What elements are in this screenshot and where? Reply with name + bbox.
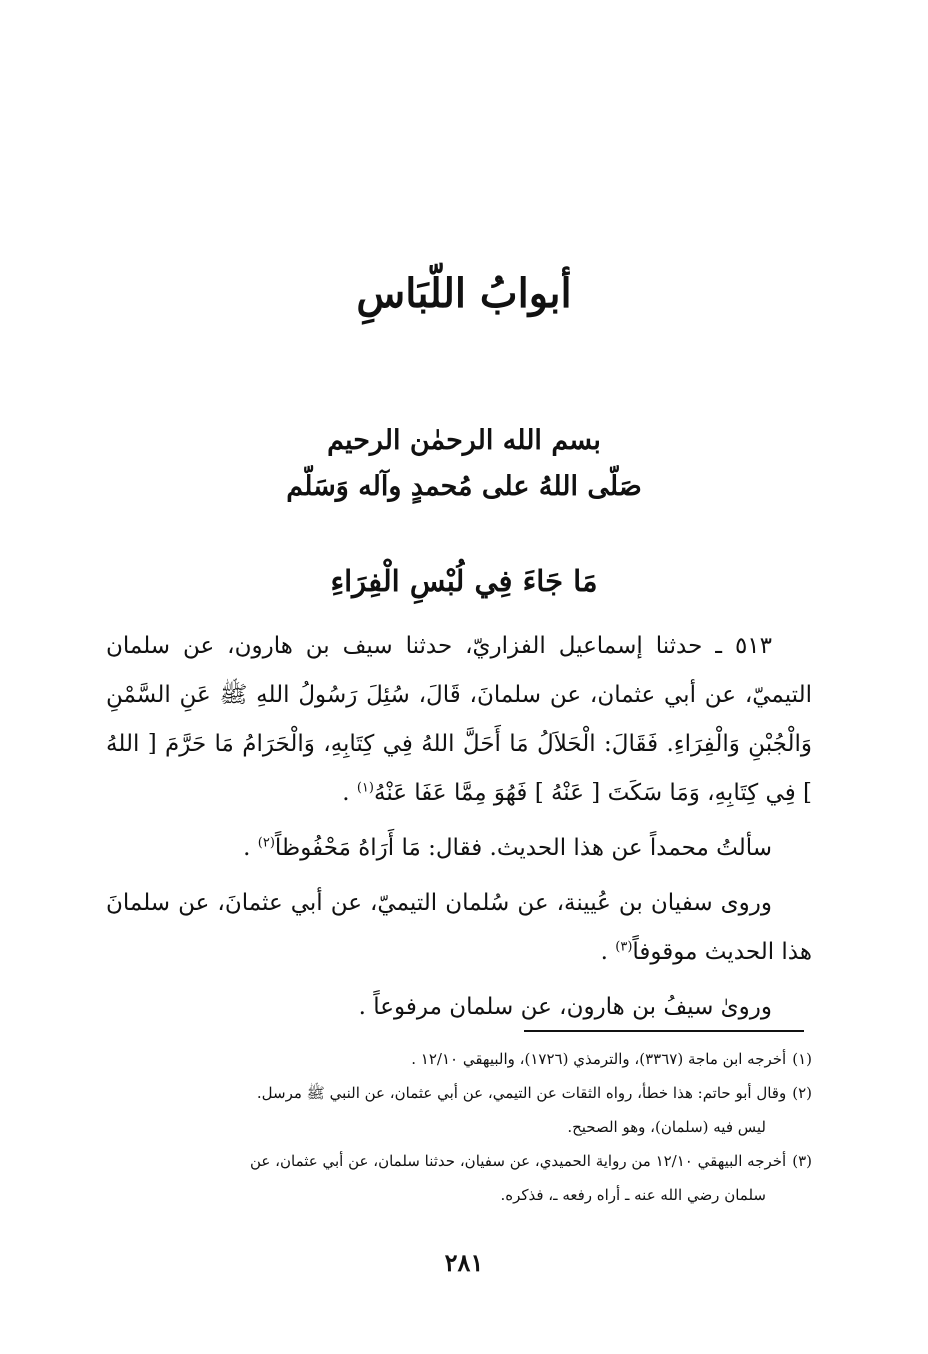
footnote-text-2: وقال أبو حاتم: هذا خطأ، رواه الثقات عن التيمي، عن أبي عثمان، عن النبي ﷺ مرسل. <box>256 1084 787 1102</box>
footnote-ref-1: (١) <box>356 780 374 796</box>
footnote-number-3: (٣) <box>792 1152 812 1170</box>
footnote-number-2: (٢) <box>792 1084 812 1102</box>
commentary-text-1: سألتُ محمداً عن هذا الحديث. فقال: مَا أَرَاهُ مَحْفُوظاً <box>274 835 772 861</box>
page-number: ٢٨١ <box>444 1248 484 1277</box>
body-text <box>106 622 812 1032</box>
footnote-number-1: (١) <box>792 1050 812 1068</box>
footnote-3 <box>106 1144 812 1178</box>
basmala <box>0 418 928 510</box>
commentary-paragraph-3: وروىٰ سيفُ بن هارون، عن سلمان مرفوعاً . <box>358 994 772 1020</box>
footnote-ref-3: (٣) <box>615 939 633 955</box>
footnote-2 <box>106 1076 812 1110</box>
commentary-end-2: . <box>600 939 616 965</box>
chapter-title: أبوابُ اللّبَاسِ <box>356 270 572 317</box>
footnote-text-3: أخرجه البيهقي ١٢/١٠ من رواية الحميدي، عن سفيان، حدثنا سلمان، عن أبي عثمان، عن <box>250 1152 787 1170</box>
commentary-paragraph-1 <box>106 824 812 873</box>
footnote-text-1: أخرجه ابن ماجة (٣٣٦٧)، والترمذي (١٧٢٦)، والبيهقي ١٢/١٠ . <box>411 1050 787 1068</box>
commentary-end-1: . <box>243 835 258 861</box>
footnotes <box>106 1042 812 1212</box>
footnote-3-continuation: سلمان رضي الله عنه ـ أراه رفعه ـ، فذكره. <box>500 1186 766 1204</box>
hadith-end: . <box>342 780 357 806</box>
footnote-2-continuation: ليس فيه (سلمان)، وهو الصحيح. <box>567 1118 766 1136</box>
footnote-1 <box>106 1042 812 1076</box>
basmala-line-2: صَلّى اللهُ على مُحمدٍ وآله وَسَلّم <box>286 471 642 502</box>
basmala-line-1: بسم الله الرحمٰن الرحيم <box>327 425 601 456</box>
commentary-paragraph-2 <box>106 879 812 977</box>
section-title: مَا جَاءَ فِي لُبْسِ الْفِرَاءِ <box>330 564 598 598</box>
hadith-paragraph <box>106 622 812 818</box>
footnote-divider <box>524 1030 804 1032</box>
commentary-text-2: وروى سفيان بن عُيينة، عن سُلمان التيميّ، عن أبي عثمانَ، عن سلمانَ هذا الحديث موقوفاً <box>106 890 812 965</box>
footnote-ref-2: (٢) <box>257 835 275 851</box>
hadith-text: ٥١٣ ـ حدثنا إسماعيل الفزاريّ، حدثنا سيف بن هارون، عن سلمان التيميّ، عن أبي عثمان، عن سلمانَ، قَالَ، سُئِلَ رَسُولُ اللهِ ﷺ عَنِ السَّمْنِ وَالْجُبْنِ وَالْفِرَاءِ. فَقَالَ: الْحَلاَلُ مَا أَحَلَّ اللهُ فِي كِتَابِهِ، وَالْحَرَامُ مَا حَرَّمَ [ اللهُ ] فِي كِتَابِهِ، وَمَا سَكَتَ [ عَنْهُ ] فَهُوَ مِمَّا عَفَا عَنْهُ <box>106 633 812 806</box>
